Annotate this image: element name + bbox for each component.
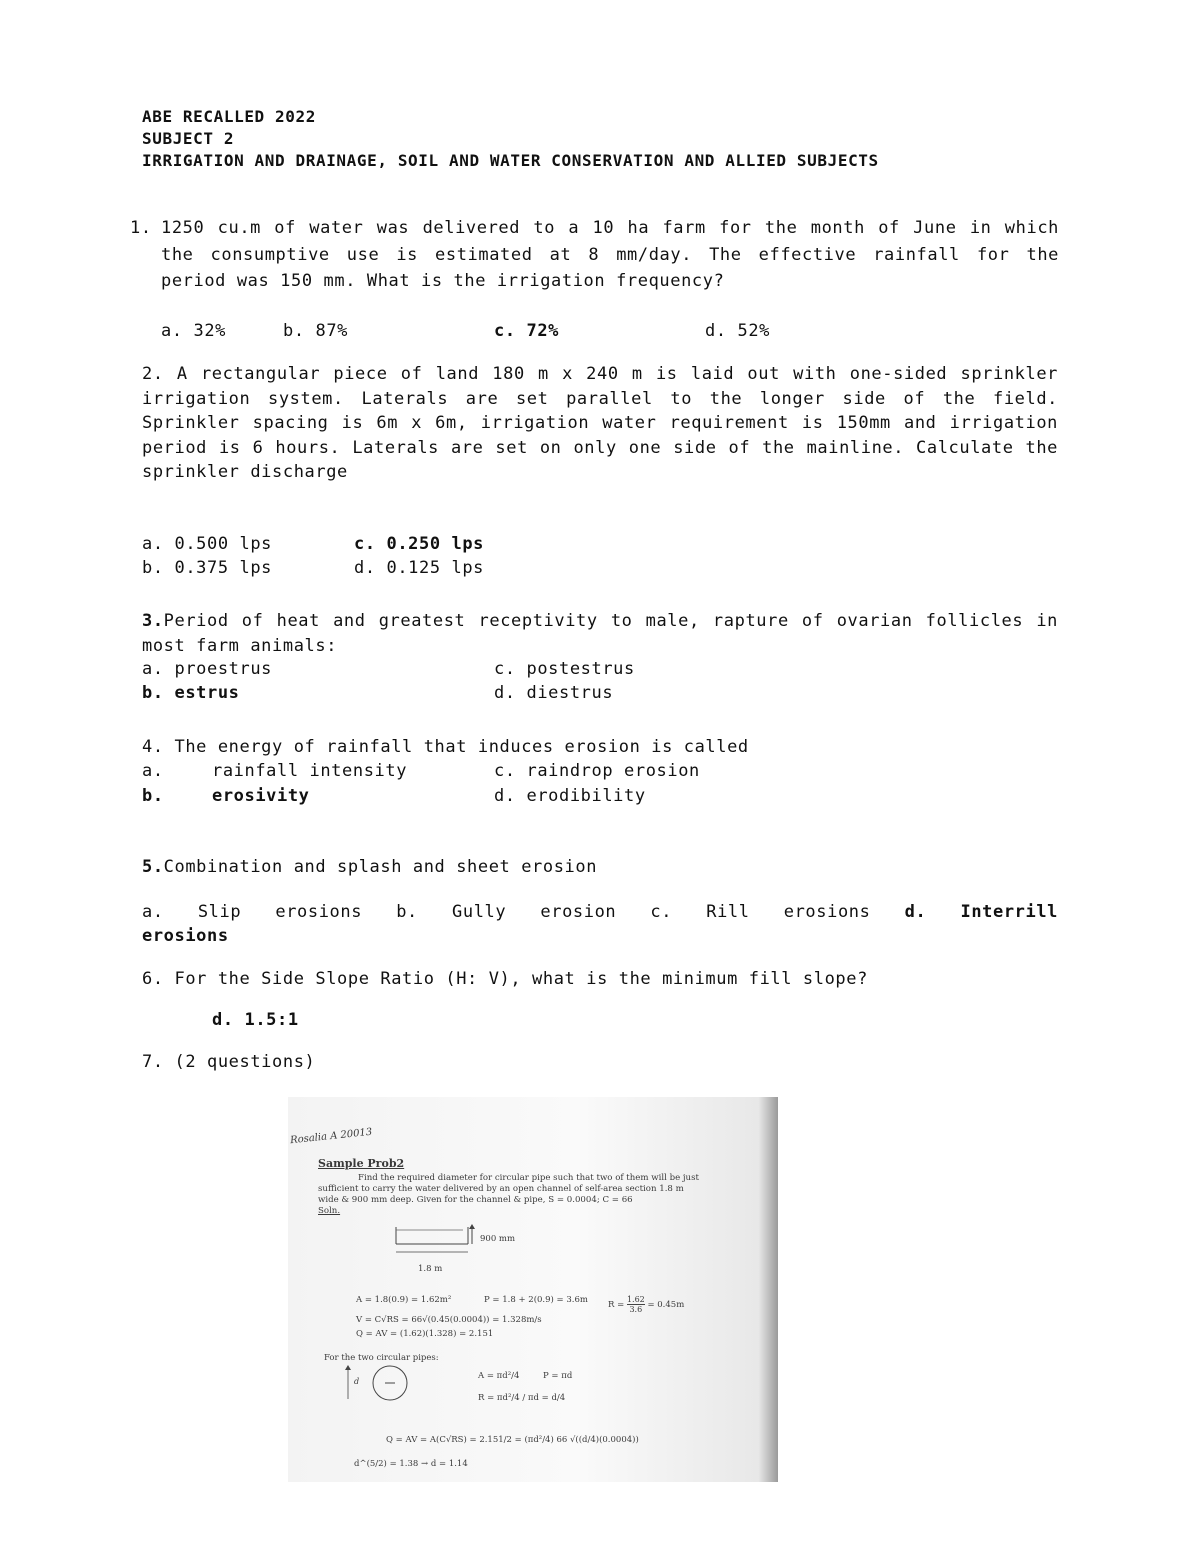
q1-option-a: a. 32% — [161, 321, 227, 341]
scan-eq-flow: Q = AV = (1.62)(1.328) = 2.151 — [356, 1329, 494, 1339]
scan-eq-result: d^(5/2) = 1.38 → d = 1.14 — [354, 1459, 468, 1469]
question-1-text: 1250 cu.m of water was delivered to a 10 ha farm for the month of June in which the consumptive use is estimated at 8 mm/day. The effective rainfall for the period was 150 mm. What is the irrigation frequency? — [161, 218, 1059, 291]
scan-eq-area: A = 1.8(0.9) = 1.62m² — [356, 1295, 452, 1305]
scan-pipe-radius: R = πd²/4 / πd = d/4 — [478, 1393, 566, 1403]
question-5 — [142, 857, 597, 877]
question-3-text: Period of heat and greatest receptivity to male, rapture of ovarian follicles in most farm animals: — [142, 611, 1058, 656]
question-1-number: 1. — [130, 218, 152, 238]
q4-option-d: d. erodibility — [494, 786, 646, 806]
q2-option-a: a. 0.500 lps — [142, 534, 273, 554]
question-6: 6. For the Side Slope Ratio (H: V), what is the minimum fill slope? — [142, 969, 868, 989]
scan-title: Sample Prob2 — [318, 1157, 405, 1170]
q6-answer: d. 1.5:1 — [212, 1010, 299, 1030]
question-1 — [130, 215, 1059, 295]
question-3 — [142, 609, 1058, 658]
channel-sketch — [388, 1222, 538, 1272]
q3-option-b-answer: b. estrus — [142, 683, 240, 703]
scan-problem-line: wide & 900 mm deep. Given for the channel & pipe, S = 0.0004; C = 66 — [318, 1195, 633, 1205]
scan-problem-line: Soln. — [318, 1206, 341, 1216]
scan-pipe-d: d — [354, 1377, 360, 1386]
question-3-number: 3. — [142, 611, 164, 631]
scan-eq-radius-den: 3.6 — [629, 1305, 643, 1314]
scan-pipe-area: A = πd²/4 — [478, 1371, 520, 1381]
q2-option-c-answer: c. 0.250 lps — [354, 534, 485, 554]
q3-option-d: d. diestrus — [494, 683, 614, 703]
q1-option-d: d. 52% — [705, 321, 771, 341]
scan-eq-radius-lhs: R = — [608, 1300, 625, 1310]
scanned-solution-image — [288, 1097, 778, 1482]
question-2: 2. A rectangular piece of land 180 m x 240 m is laid out with one-sided sprinkler irrigation system. Laterals are set parallel to the longer side of the field. Sprinkler spacing is 6m x 6m, irrigation water requirement is 150mm and irrigation period is 6 hours. Laterals are set on only one side of the mainline. Calculate the sprinkler discharge — [142, 364, 1058, 482]
document-title: ABE RECALLED 2022 — [142, 107, 316, 126]
q5-option-d-answer: Interrill — [960, 902, 1059, 922]
q2-option-d: d. 0.125 lps — [354, 558, 485, 578]
scan-dim-width: 1.8 m — [418, 1264, 443, 1274]
scan-eq-radius-rhs: = 0.45m — [647, 1300, 685, 1310]
q4-option-c: c. raindrop erosion — [494, 761, 700, 781]
scan-eq-velocity: V = C√RS = 66√(0.45(0.0004)) = 1.328m/s — [356, 1315, 542, 1325]
q5-options-abc: a. Slip erosions b. Gully erosion c. Rill erosions — [142, 902, 871, 922]
q4-option-a: rainfall intensity — [212, 761, 408, 781]
q1-option-c-answer: c. 72% — [494, 321, 560, 341]
q4-option-b-answer: erosivity — [212, 786, 310, 806]
scan-eq-perimeter: P = 1.8 + 2(0.9) = 3.6m — [484, 1295, 588, 1305]
scan-problem-line: Find the required diameter for circular pipe such that two of them will be just — [358, 1173, 699, 1183]
subject-label: SUBJECT 2 — [142, 129, 235, 148]
scan-eq-radius-num: 1.62 — [626, 1295, 645, 1304]
scan-dim-depth: 900 mm — [480, 1234, 516, 1244]
q2-option-b: b. 0.375 lps — [142, 558, 273, 578]
pipe-sketch — [338, 1363, 418, 1407]
q5-option-d-answer-cont: erosions — [142, 926, 229, 946]
question-4: 4. The energy of rainfall that induces erosion is called — [142, 737, 749, 757]
scan-pipe-perimeter: P = πd — [543, 1371, 573, 1381]
scan-problem — [318, 1173, 699, 1217]
q3-option-a: a. proestrus — [142, 659, 273, 679]
scan-handwriting: Rosalia A 20013 — [289, 1126, 373, 1147]
question-7: 7. (2 questions) — [142, 1052, 316, 1072]
question-5-number: 5. — [142, 857, 164, 877]
q4-option-b-letter: b. — [142, 786, 164, 806]
scan-eq-final: Q = AV = A(C√RS) = 2.151/2 = (πd²/4) 66 √((d/4)(0.0004)) — [386, 1435, 639, 1445]
question-5-text: Combination and splash and sheet erosion — [163, 857, 598, 877]
q1-option-b: b. 87% — [283, 321, 349, 341]
q5-option-d-letter: d. — [904, 902, 927, 922]
q4-option-a-letter: a. — [142, 761, 164, 781]
scan-pipe-heading: For the two circular pipes: — [324, 1353, 439, 1363]
q3-option-c: c. postestrus — [494, 659, 635, 679]
q5-options-line — [142, 899, 1058, 926]
scan-problem-line: sufficient to carry the water delivered by an open channel of self-area section 1.8 m — [318, 1184, 684, 1194]
scan-eq-radius — [608, 1295, 684, 1314]
subject-title: IRRIGATION AND DRAINAGE, SOIL AND WATER CONSERVATION AND ALLIED SUBJECTS — [142, 151, 879, 170]
